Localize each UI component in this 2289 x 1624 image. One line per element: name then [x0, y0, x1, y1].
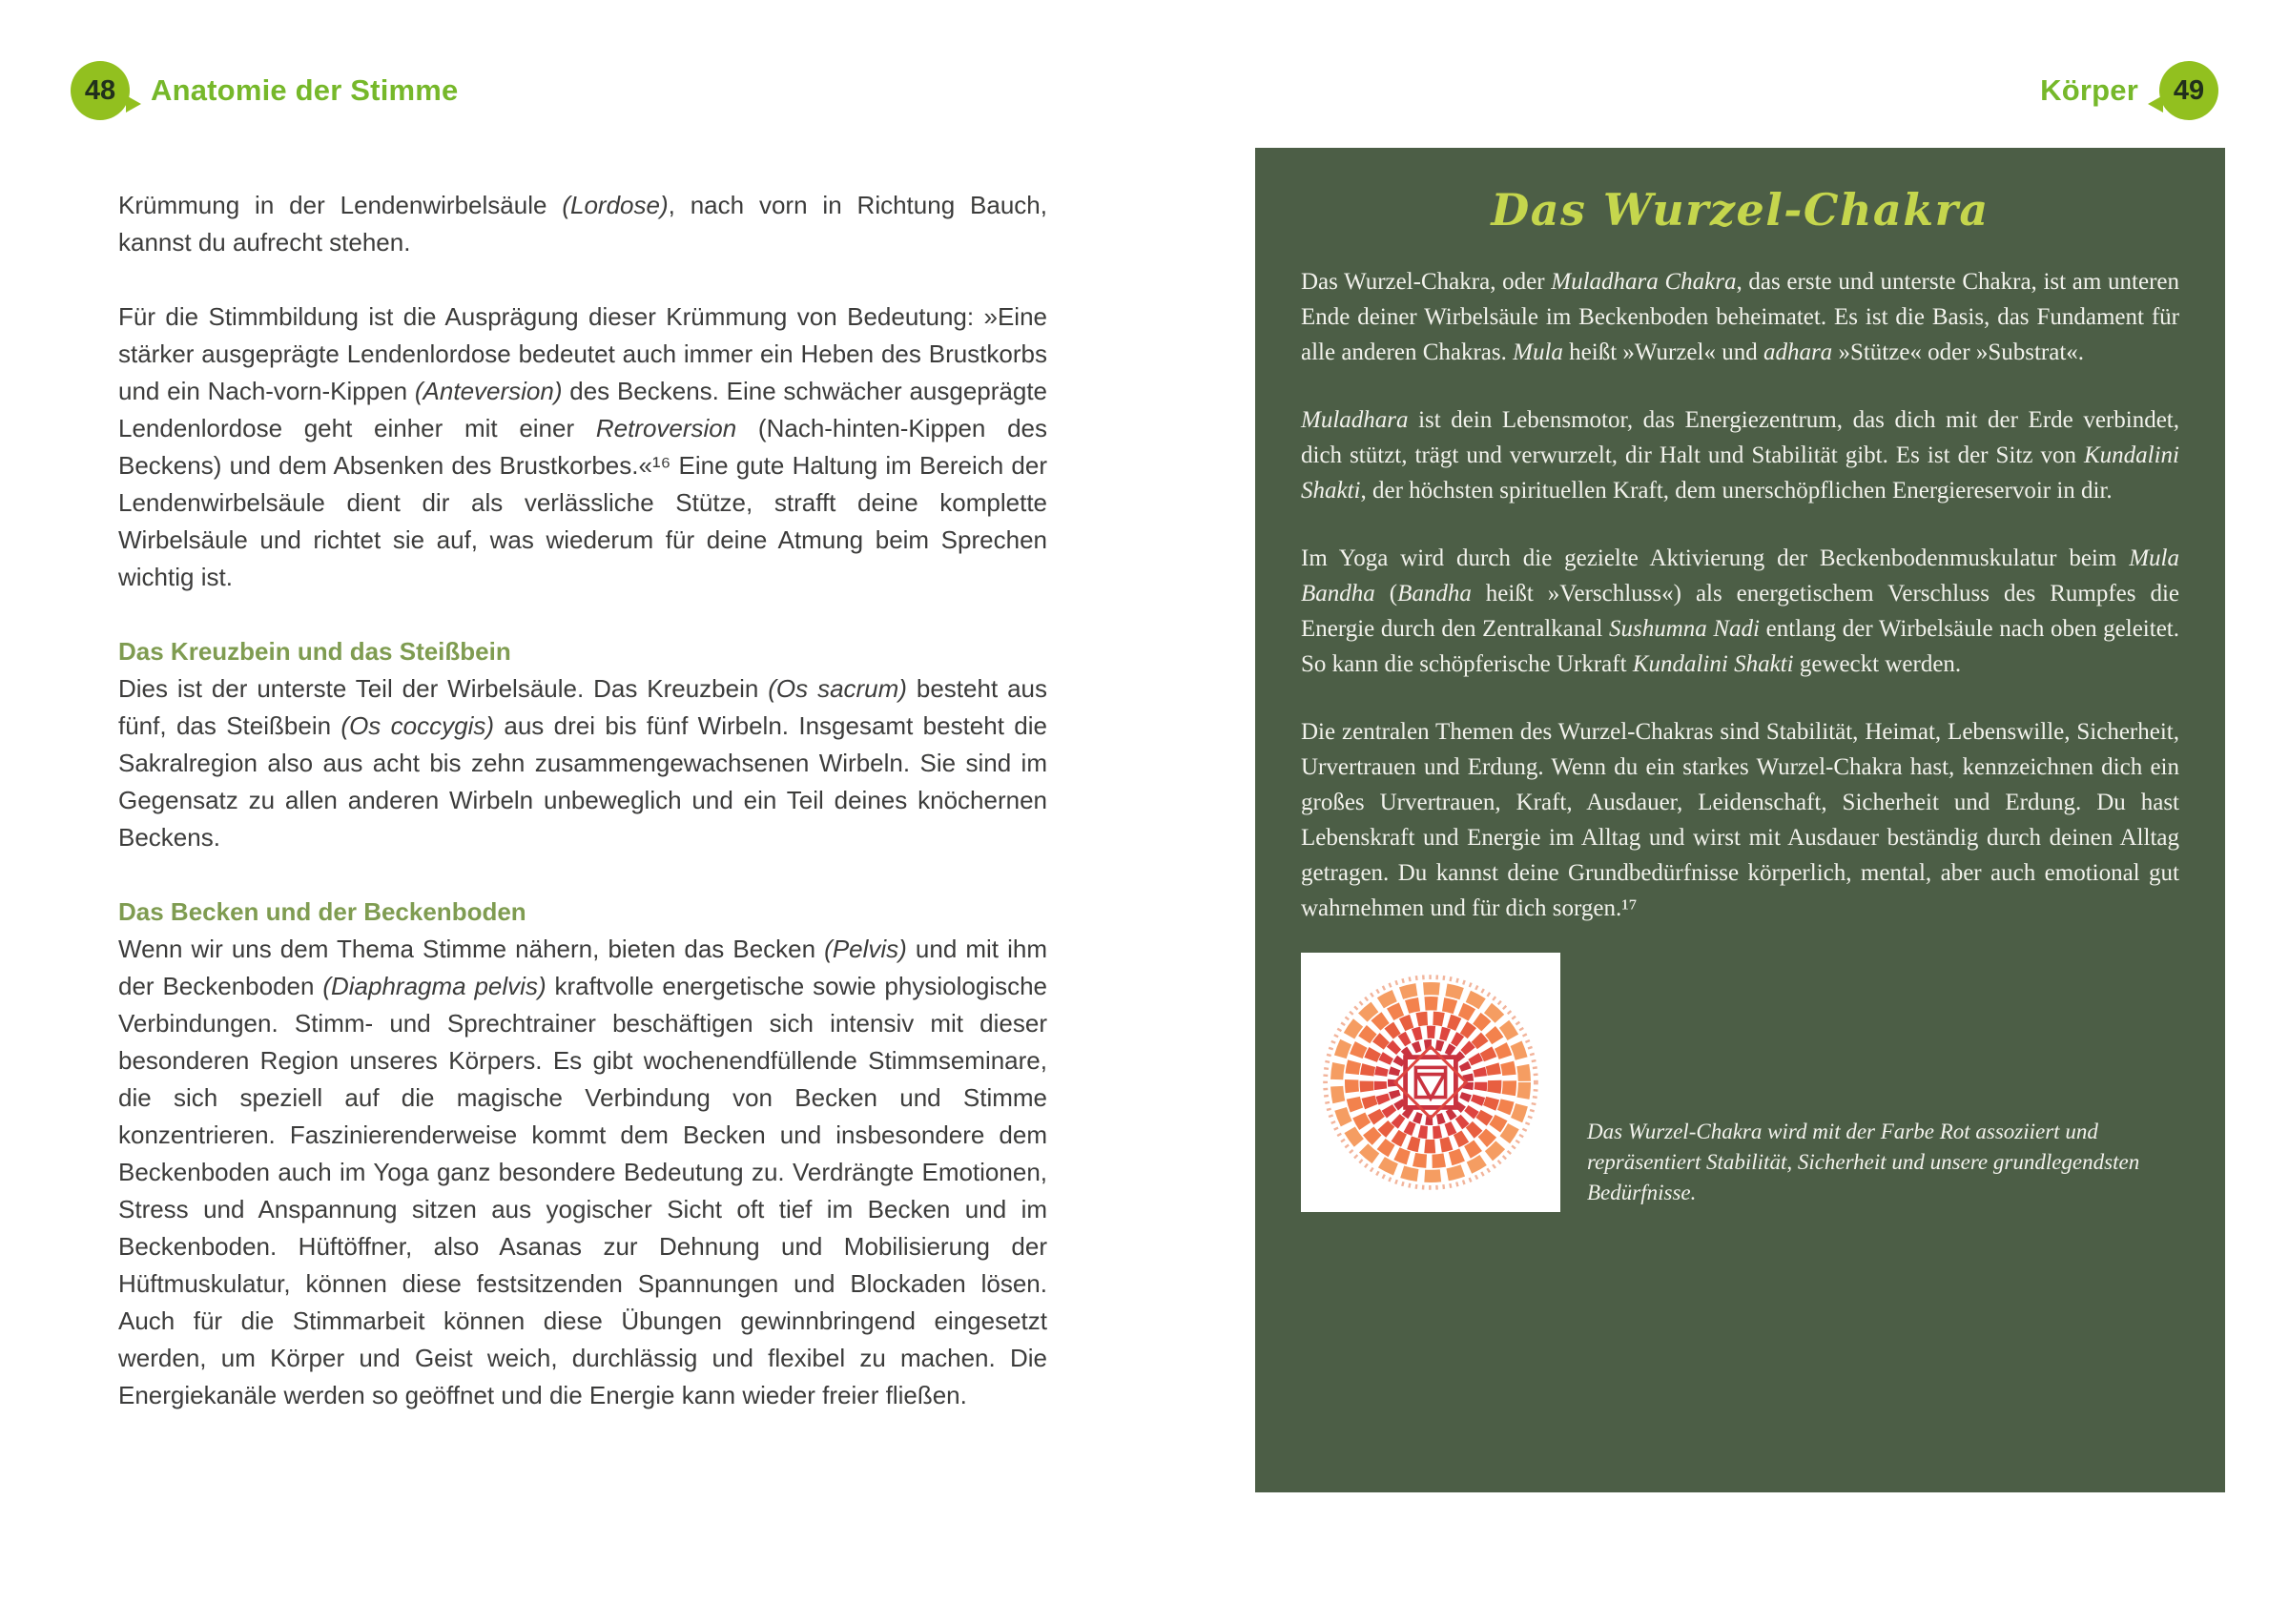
badge-tail-icon: [126, 95, 141, 113]
chapter-title-left: Anatomie der Stimme: [151, 73, 459, 107]
left-page-text-column: [118, 187, 1047, 1414]
badge-tail-icon: [2148, 95, 2163, 113]
subheading: Das Becken und der Beckenboden: [118, 897, 526, 926]
page-number-badge-right: [2159, 61, 2218, 120]
page-number-right: 49: [2173, 74, 2205, 106]
paragraph: Muladhara ist dein Lebensmotor, das Energiezentrum, das dich mit der Erde verbindet, dich stützt, trägt und verwurzelt, dir Halt und Stabilität gibt. Es ist der Sitz von Kundalini Shakti, der höchsten spirituellen Kraft, dem unerschöpflichen Energiereservoir in dir.: [1301, 407, 2179, 504]
page-number-left: 48: [84, 74, 116, 106]
paragraph: Für die Stimmbildung ist die Ausprägung dieser Krümmung von Bedeutung: »Eine stärker ausgeprägte Lendenlordose bedeutet auch immer ein Heben des Brustkorbs und ein Nach-vorn-Kippen (Anteversion) des Beckens. Eine schwächer ausgeprägte Lendenlordose geht einher mit einer Retroversion (Nach-hinten-Kippen des Beckens) und dem Absenken des Brustkorbes.«¹⁶ Eine gute Haltung im Bereich der Lendenwirbelsäule dient dir als verlässliche Stütze, strafft deine komplette Wirbelsäule und richtet sie auf, was wiederum für deine Atmung beim Sprechen wichtig ist.: [118, 302, 1048, 591]
paragraph: Im Yoga wird durch die gezielte Aktivierung der Beckenbodenmuskulatur beim Mula Bandha (Bandha heißt »Verschluss«) als energetischem Verschluss des Rumpfes die Energie durch den Zentralkanal Sushumna Nadi entlang der Wirbelsäule nach oben geleitet. So kann die schöpferische Urkraft Kundalini Shakti geweckt werden.: [1301, 545, 2179, 677]
box-title: Das Wurzel-Chakra: [1491, 184, 1990, 236]
paragraph: Krümmung in der Lendenwirbelsäule (Lordose), nach vorn in Richtung Bauch, kannst du aufrecht stehen.: [118, 191, 1047, 257]
root-chakra-info-box: [1255, 148, 2225, 1492]
mandala-figure: [1301, 953, 2179, 1212]
paragraph: Das Wurzel-Chakra, oder Muladhara Chakra, das erste und unterste Chakra, ist am unteren Ende deiner Wirbelsäule im Beckenboden beheimatet. Es ist die Basis, das Fundament für alle anderen Chakras. Mula heißt »Wurzel« und adhara »Stütze« oder »Substrat«.: [1301, 269, 2179, 365]
running-head-right: [2040, 61, 2218, 120]
root-chakra-mandala-icon: [1316, 968, 1545, 1197]
mandala-image: [1301, 953, 1560, 1212]
subheading: Das Kreuzbein und das Steißbein: [118, 637, 511, 666]
paragraph: Dies ist der unterste Teil der Wirbelsäule. Das Kreuzbein (Os sacrum) besteht aus fünf, das Steißbein (Os coccygis) aus drei bis fünf Wirbeln. Insgesamt besteht die Sakralregion also aus acht bis zehn zusammengewachsenen Wirbeln. Sie sind im Gegensatz zu allen anderen Wirbeln unbeweglich und ein Teil deines knöchernen Beckens.: [118, 674, 1048, 852]
paragraph: Wenn wir uns dem Thema Stimme nähern, bieten das Becken (Pelvis) und mit ihm der Beckenboden (Diaphragma pelvis) kraftvolle energetische sowie physiologische Verbindungen. Stimm- und Sprechtrainer beschäftigen sich intensiv mit dieser besonderen Region unseres Körpers. Es gibt wochenendfüllende Stimmseminare, die sich speziell auf die magische Verbindung von Becken und Stimme konzentrieren. Faszinierenderweise kommt dem Becken und insbesondere dem Beckenboden auch im Yoga ganz besondere Bedeutung zu. Verdrängte Emotionen, Stress und Anspannung sitzen aus yogischer Sicht oft tief im Becken und im Beckenboden. Hüftöffner, also Asanas zur Dehnung und Mobilisierung der Hüftmuskulatur, können diese festsitzenden Spannungen und Blockaden lösen. Auch für die Stimmarbeit können diese Übungen gewinnbringend eingesetzt werden, um Körper und Geist weich, durchlässig und flexibel zu machen. Die Energiekanäle werden so geöffnet und die Energie kann wieder freier fließen.: [118, 935, 1047, 1409]
chapter-title-right: Körper: [2040, 73, 2138, 107]
figure-caption: Das Wurzel-Chakra wird mit der Farbe Rot assoziiert und repräsentiert Stabilität, Sicherheit und unsere grundlegendsten Bedürfnisse.: [1587, 1120, 2140, 1204]
paragraph: Die zentralen Themen des Wurzel-Chakras sind Stabilität, Heimat, Lebenswille, Sicherheit, Urvertrauen und Erdung. Wenn du ein starkes Wurzel-Chakra hast, kennzeichnen dich ein großes Urvertrauen, Kraft, Ausdauer, Leidenschaft, Sicherheit und Erdung. Du hast Lebenskraft und Energie im Alltag und wirst mit Ausdauer beständig durch deinen Alltag getragen. Du kannst deine Grundbedürfnisse körperlich, mental, aber auch emotional gut wahrnehmen und für dich sorgen.¹⁷: [1301, 719, 2179, 921]
box-text: [1301, 264, 2179, 926]
page-number-badge-left: [71, 61, 130, 120]
running-head-left: [71, 61, 459, 120]
